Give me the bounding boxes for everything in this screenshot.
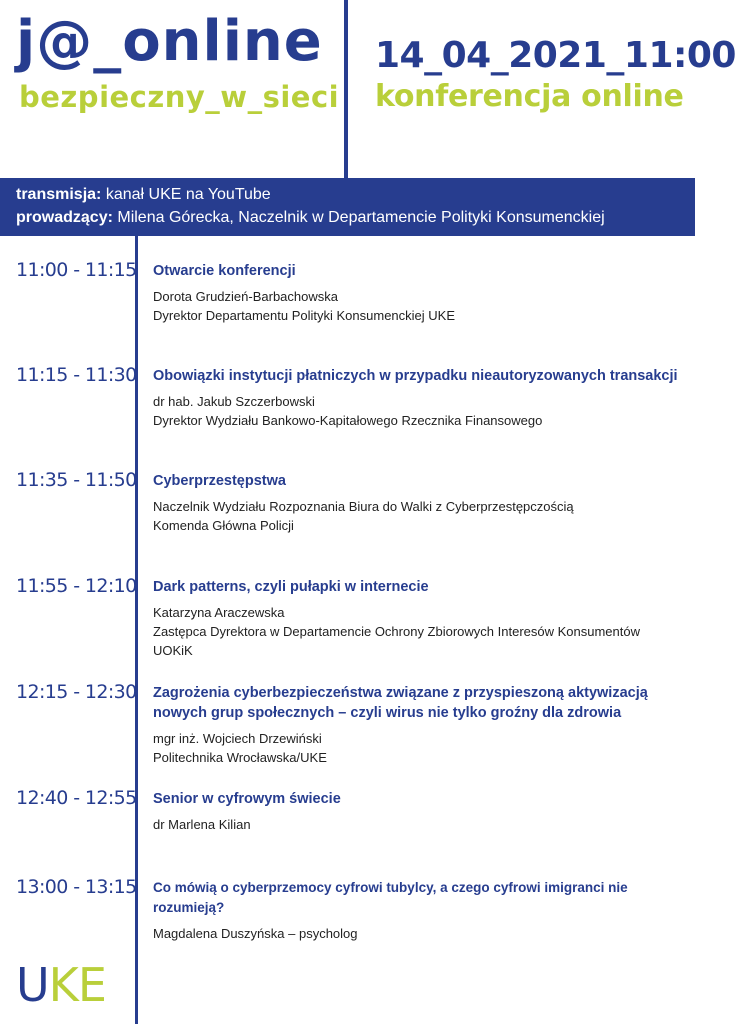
agenda-speaker: Naczelnik Wydziału Rozpoznania Biura do Walki z Cyberprzestępczością: [153, 499, 574, 514]
agenda-affiliation: Dyrektor Departamentu Polityki Konsumenckiej UKE: [153, 308, 456, 323]
info-bar: [0, 178, 695, 236]
agenda-time: 11:55 - 12:10: [16, 575, 137, 597]
agenda-speaker: Magdalena Duszyńska – psycholog: [153, 926, 358, 941]
agenda-title: Zagrożenia cyberbezpieczeństwa związane z przyspieszoną aktywizacją nowych grup społecznych – czyli wirus nie tylko groźny dla zdrowia: [153, 685, 648, 721]
header-divider: [344, 0, 348, 178]
uke-logo: [16, 958, 106, 1012]
uke-logo-ke: KE: [48, 958, 106, 1012]
agenda-content: [153, 789, 683, 834]
agenda-time: 11:15 - 11:30: [16, 364, 137, 386]
transmission-value: kanał UKE na YouTube: [101, 186, 271, 203]
agenda-content: [153, 878, 683, 943]
agenda-content: [153, 366, 683, 430]
agenda-speaker: Katarzyna Araczewska: [153, 605, 285, 620]
agenda-affiliation: Zastępca Dyrektora w Departamencie Ochrony Zbiorowych Interesów Konsumentów UOKiK: [153, 624, 640, 658]
transmission-label: transmisja:: [16, 186, 102, 203]
agenda-content: [153, 471, 683, 535]
agenda-title: Co mówią o cyberprzemocy cyfrowi tubylcy, a czego cyfrowi imigranci nie rozumieją?: [153, 880, 628, 915]
host-row: [16, 206, 695, 229]
agenda-title: Dark patterns, czyli pułapki w internecie: [153, 579, 429, 595]
transmission-row: [16, 183, 695, 206]
agenda-time: 11:00 - 11:15: [16, 259, 137, 281]
agenda-speaker: dr Marlena Kilian: [153, 817, 251, 832]
agenda-affiliation: Komenda Główna Policji: [153, 518, 294, 533]
logo-main: j@_online: [16, 9, 323, 74]
event-type: konferencja online: [375, 79, 684, 114]
agenda-title: Cyberprzestępstwa: [153, 473, 286, 489]
agenda-speaker: Dorota Grudzień-Barbachowska: [153, 289, 338, 304]
agenda-title: Otwarcie konferencji: [153, 263, 296, 279]
agenda-content: [153, 577, 683, 660]
timeline-divider: [135, 236, 138, 1024]
agenda-content: [153, 683, 683, 767]
agenda-speaker: dr hab. Jakub Szczerbowski: [153, 394, 315, 409]
agenda-time: 12:15 - 12:30: [16, 681, 137, 703]
host-value: Milena Górecka, Naczelnik w Departamencie Polityki Konsumenckiej: [112, 209, 605, 226]
event-date: 14_04_2021_11:00: [375, 35, 736, 76]
agenda-time: 13:00 - 13:15: [16, 876, 137, 898]
logo-subtitle: bezpieczny_w_sieci: [19, 80, 340, 114]
agenda-title: Senior w cyfrowym świecie: [153, 791, 341, 807]
agenda-time: 11:35 - 11:50: [16, 469, 137, 491]
agenda-time: 12:40 - 12:55: [16, 787, 137, 809]
uke-logo-u: U: [16, 958, 49, 1012]
agenda-speaker: mgr inż. Wojciech Drzewiński: [153, 731, 322, 746]
agenda-affiliation: Politechnika Wrocławska/UKE: [153, 750, 327, 765]
agenda-title: Obowiązki instytucji płatniczych w przypadku nieautoryzowanych transakcji: [153, 368, 678, 384]
host-label: prowadzący:: [16, 209, 113, 226]
agenda-affiliation: Dyrektor Wydziału Bankowo-Kapitałowego Rzecznika Finansowego: [153, 413, 543, 428]
agenda-content: [153, 261, 683, 325]
